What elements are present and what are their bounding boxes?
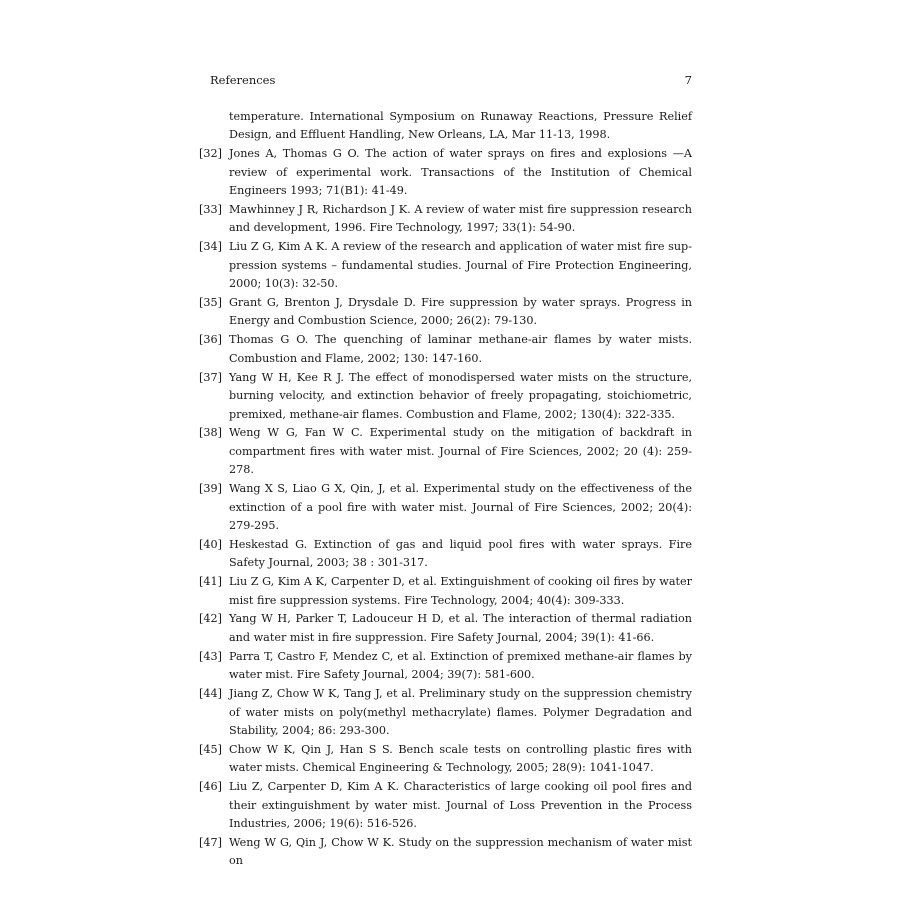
reference-item [199,648,692,685]
reference-item [199,778,692,833]
reference-text: Jones A, Thomas G O. The action of water sprays on fires and explosions —A review of experimental work. Transactions of the Institution of Chemical Engineers 1993; 71(B1): 41-49. [229,147,692,198]
reference-text: Grant G, Brenton J, Drysdale D. Fire suppression by water sprays. Progress in Energy and Combustion Science, 2000; 26(2): 79-130. [229,296,692,328]
reference-number: [42] [199,612,222,626]
reference-number: [33] [199,203,222,217]
page-number: 7 [684,73,692,87]
reference-text: Liu Z, Carpenter D, Kim A K. Characteristics of large cooking oil pool fires and their extinguishment by water mist. Journal of Loss Prevention in the Process Industries, 2006; 19(6): 516-526. [229,780,692,830]
reference-item [199,201,692,238]
reference-list [199,108,692,871]
reference-text: Yang W H, Kee R J. The effect of monodispersed water mists on the structure, burning velocity, and extinction behavior of freely propagating, stoichiometric, premixed, methane-air flames. Combustion and Flame, 2002; 130(4): 322-335. [229,370,692,421]
reference-item [199,145,692,200]
reference-number: [44] [199,687,222,701]
reference-number: [41] [199,575,222,589]
reference-item [199,238,692,293]
reference-text: Weng W G, Qin J, Chow W K. Study on the suppression mechanism of water mist on [229,835,692,868]
reference-number: [37] [199,370,222,384]
running-head-title: References [210,73,276,87]
reference-text: temperature. International Symposium on Runaway Reactions, Pressure Relief Design, and Effluent Handling, New Orleans, LA, Mar 11-13, 1998. [229,110,692,142]
reference-item [199,741,692,778]
reference-number: [46] [199,780,222,794]
reference-item [199,480,692,535]
reference-continuation [199,108,692,145]
reference-number: [47] [199,835,222,849]
reference-text: Yang W H, Parker T, Ladouceur H D, et al. The interaction of thermal radiation and water mist in fire suppression. Fire Safety Journal, 2004; 39(1): 41-66. [229,612,692,644]
reference-item [199,331,692,368]
reference-text: Liu Z G, Kim A K. A review of the research and application of water mist fire suppression systems – fundamental studies. Journal of Fire Protection Engineering, 2000; 10(3): 32-50. [229,240,692,291]
reference-number [199,108,229,145]
page-header [210,72,692,88]
reference-text: Chow W K, Qin J, Han S S. Bench scale tests on controlling plastic fires with water mists. Chemical Engineering & Technology, 2005; 28(9): 1041-1047. [229,742,692,775]
reference-text: Thomas G O. The quenching of laminar methane-air flames by water mists. Combustion and Flame, 2002; 130: 147-160. [229,333,692,365]
reference-item [199,573,692,610]
reference-text: Weng W G, Fan W C. Experimental study on the mitigation of backdraft in compartment fires with water mist. Journal of Fire Sciences, 2002; 20 (4): 259-278. [229,426,692,477]
reference-text: Liu Z G, Kim A K, Carpenter D, et al. Extinguishment of cooking oil fires by water mist fire suppression systems. Fire Technology, 2004; 40(4): 309-333. [229,575,692,607]
reference-item [199,369,692,424]
reference-item [199,834,692,871]
reference-number: [43] [199,649,222,663]
reference-text: Heskestad G. Extinction of gas and liquid pool fires with water sprays. Fire Safety Journal, 2003; 38 : 301-317. [229,537,692,570]
reference-item [199,424,692,479]
reference-text: Mawhinney J R, Richardson J K. A review of water mist fire suppression research and development, 1996. Fire Technology, 1997; 33(1): 54-90. [229,203,692,235]
reference-number: [35] [199,296,222,310]
reference-number: [40] [199,537,222,551]
reference-number: [39] [199,482,222,496]
reference-text: Parra T, Castro F, Mendez C, et al. Extinction of premixed methane-air flames by water mist. Fire Safety Journal, 2004; 39(7): 581-600. [229,649,692,682]
reference-text: Wang X S, Liao G X, Qin, J, et al. Experimental study on the effectiveness of the extinction of a pool fire with water mist. Journal of Fire Sciences, 2002; 20(4): 279-295. [229,482,692,532]
reference-number: [45] [199,742,222,756]
reference-item [199,610,692,647]
reference-item [199,685,692,740]
reference-number: [38] [199,426,222,440]
reference-text: Jiang Z, Chow W K, Tang J, et al. Preliminary study on the suppression chemistry of water mists on poly(methyl methacrylate) flames. Polymer Degradation and Stability, 2004; 86: 293-300. [229,687,692,737]
reference-item [199,536,692,573]
reference-number: [36] [199,333,222,347]
reference-item [199,294,692,331]
reference-number: [32] [199,147,222,161]
reference-number: [34] [199,240,222,254]
